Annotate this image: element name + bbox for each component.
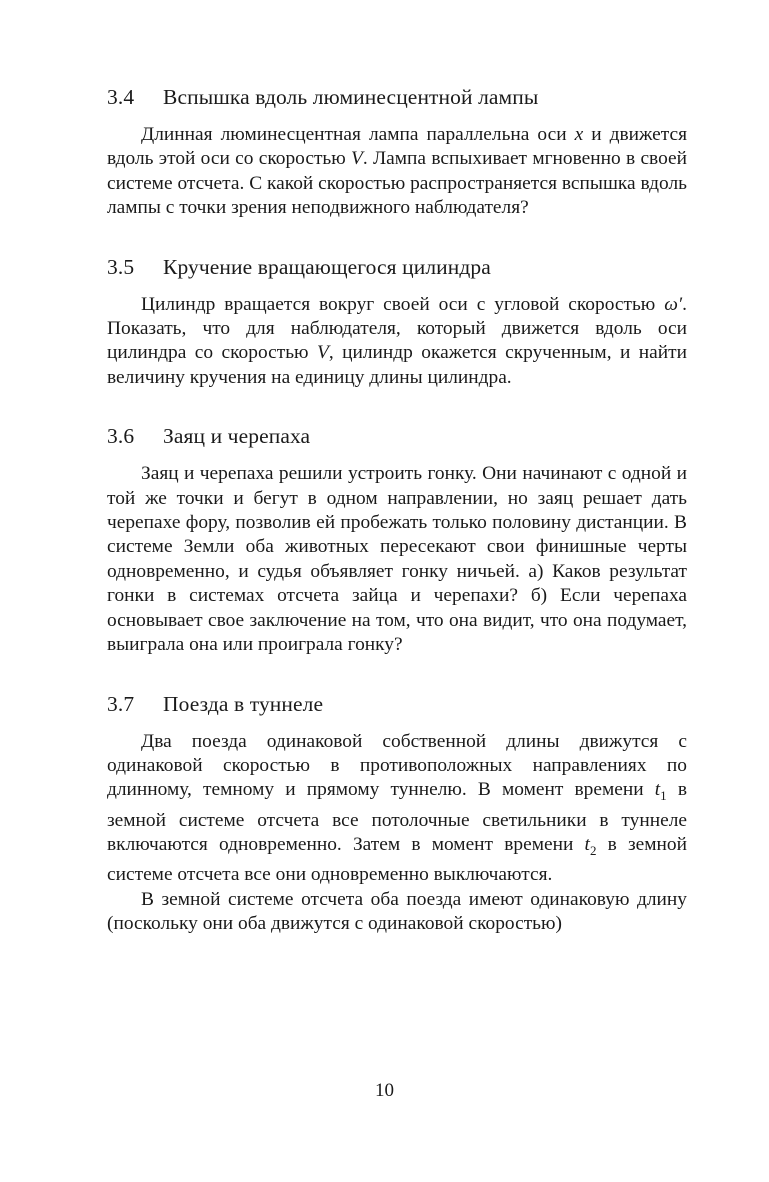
section-heading xyxy=(107,689,687,719)
math-symbol: x xyxy=(574,124,584,145)
section-heading xyxy=(107,82,687,112)
math-symbol: t xyxy=(584,834,590,855)
section-3-6 xyxy=(107,421,687,657)
section-number: 3.7 xyxy=(107,691,135,716)
paragraph: Длинная люминесцентная лампа параллельна оси x и движется вдоль этой оси со скоростью V. Лампа вспыхивает мгновенно в своей системе отсчета. С какой скоростью распространяется вспышка вдоль лампы с точки зрения неподвижного наблюдателя? xyxy=(107,124,687,219)
paragraph: Цилиндр вращается вокруг своей оси с угловой скоростью ω′. Показать, что для наблюдателя, который движется вдоль оси цилиндра со скоростью V, цилиндр окажется скрученным, и найти величину кручения на единицу длины цилиндра. xyxy=(107,293,687,388)
section-title: Поезда в туннеле xyxy=(163,691,324,716)
section-body xyxy=(107,462,687,657)
section-gap xyxy=(107,390,687,421)
section-gap xyxy=(107,221,687,252)
section-body xyxy=(107,123,687,221)
section-gap xyxy=(107,658,687,689)
paragraph: Заяц и черепаха решили устроить гонку. Они начинают с одной и той же точки и бегут в одном направлении, но заяц решает дать черепахе фору, позволив ей пробежать только половину дистанции. В системе Земли оба животных пересекают свои финишные черты одновременно, и судья объявляет гонку ничьей. а) Каков результат гонки в системах отсчета зайца и черепахи? б) Если черепаха основывает свое заключение на том, что она видит, что она подумает, выиграла она или проиграла гонку? xyxy=(107,463,687,656)
section-3-7 xyxy=(107,689,687,937)
math-symbol: V xyxy=(316,342,329,364)
page-content xyxy=(107,82,687,937)
section-body xyxy=(107,293,687,391)
section-3-5 xyxy=(107,252,687,391)
section-title: Вспышка вдоль люминесцентной лампы xyxy=(163,85,539,109)
math-subscript: 1 xyxy=(660,788,667,804)
section-heading xyxy=(107,252,687,282)
section-title: Заяц и черепаха xyxy=(163,424,311,449)
section-heading xyxy=(107,421,687,451)
paragraph: Два поезда одинаковой собственной длины движутся с одинаковой скоростью в противоположных направлениях по длинному, темному и прямому туннелю. В момент времени $t_1$ в земной системе отсчета все потолочные светильники в туннеле включаются одновременно. Затем в момент времени $t_2$ в земной системе отсчета все они одновременно выключаются. xyxy=(107,730,688,886)
math-symbol: ω′ xyxy=(664,293,683,315)
math-symbol: V xyxy=(351,148,363,170)
math-subscript: 2 xyxy=(589,842,597,858)
section-3-4 xyxy=(107,82,687,221)
section-number: 3.5 xyxy=(107,254,135,279)
paragraph: В земной системе отсчета оба поезда имеют одинаковую длину (поскольку они оба движутся с одинаковой скоростью) xyxy=(107,888,687,935)
section-number: 3.6 xyxy=(107,424,135,449)
section-body xyxy=(107,730,687,937)
section-number: 3.4 xyxy=(107,85,135,109)
page-number: 10 xyxy=(375,1080,394,1101)
math-symbol: t xyxy=(654,779,661,801)
section-title: Кручение вращающегося цилиндра xyxy=(163,254,491,279)
